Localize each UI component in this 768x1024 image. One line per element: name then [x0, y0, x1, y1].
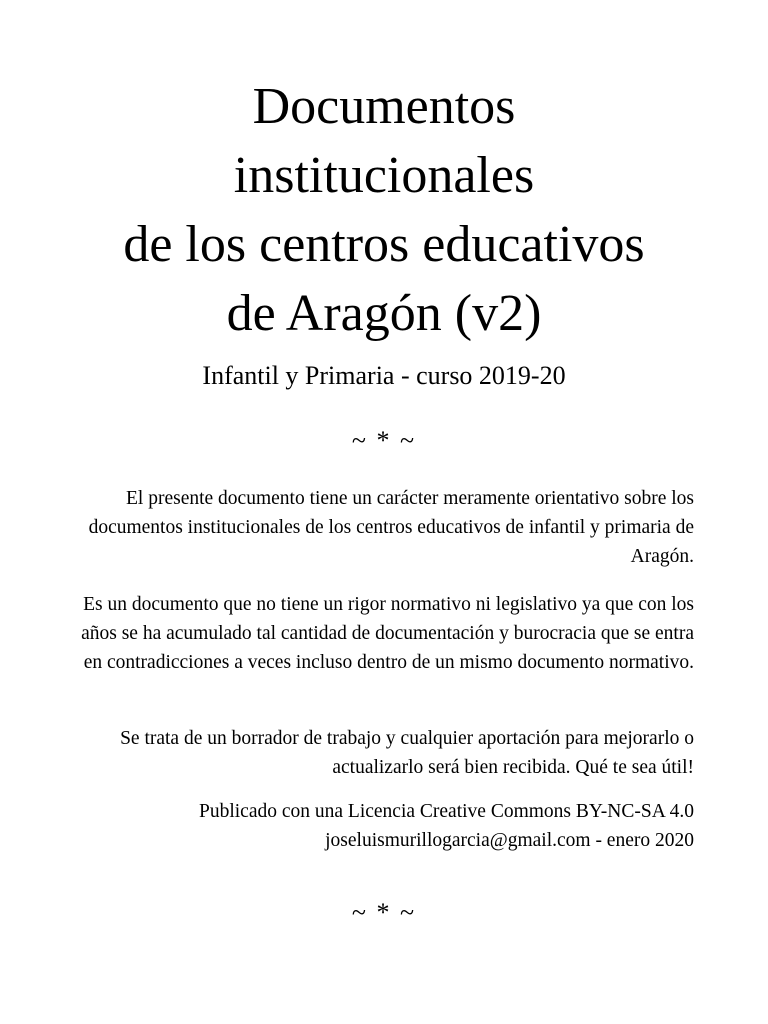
draft-paragraph: Se trata de un borrador de trabajo y cualquier aportación para mejorarlo o actualizarlo será bien recibida. Qué te sea útil! [120, 728, 694, 778]
separator-bottom: ~ * ~ [351, 898, 417, 927]
license-line: Publicado con una Licencia Creative Commons BY-NC-SA 4.0 [198, 801, 694, 822]
separator-top: ~ * ~ [351, 426, 417, 455]
title-line-2: institucionales [233, 147, 535, 204]
intro-paragraph: El presente documento tiene un carácter meramente orientativo sobre los documentos institucionales de los centros educativos de infantil y primaria de Aragón. [88, 488, 694, 567]
title-line-3: de los centros educativos [123, 216, 645, 273]
contact-line: joseluismurillogarcia@gmail.com - enero 2020 [325, 830, 694, 851]
document-subtitle: Infantil y Primaria - curso 2019-20 [202, 361, 566, 390]
title-line-4: de Aragón (v2) [226, 285, 542, 342]
title-line-1: Documentos [252, 78, 516, 135]
disclaimer-paragraph: Es un documento que no tiene un rigor normativo ni legislativo ya que con los años se ha acumulado tal cantidad de documentación y burocracia que se entra en contradicciones a veces incluso dentro de un mismo documento normativo. [81, 594, 694, 673]
license-block [60, 797, 694, 855]
document-title [0, 72, 768, 348]
